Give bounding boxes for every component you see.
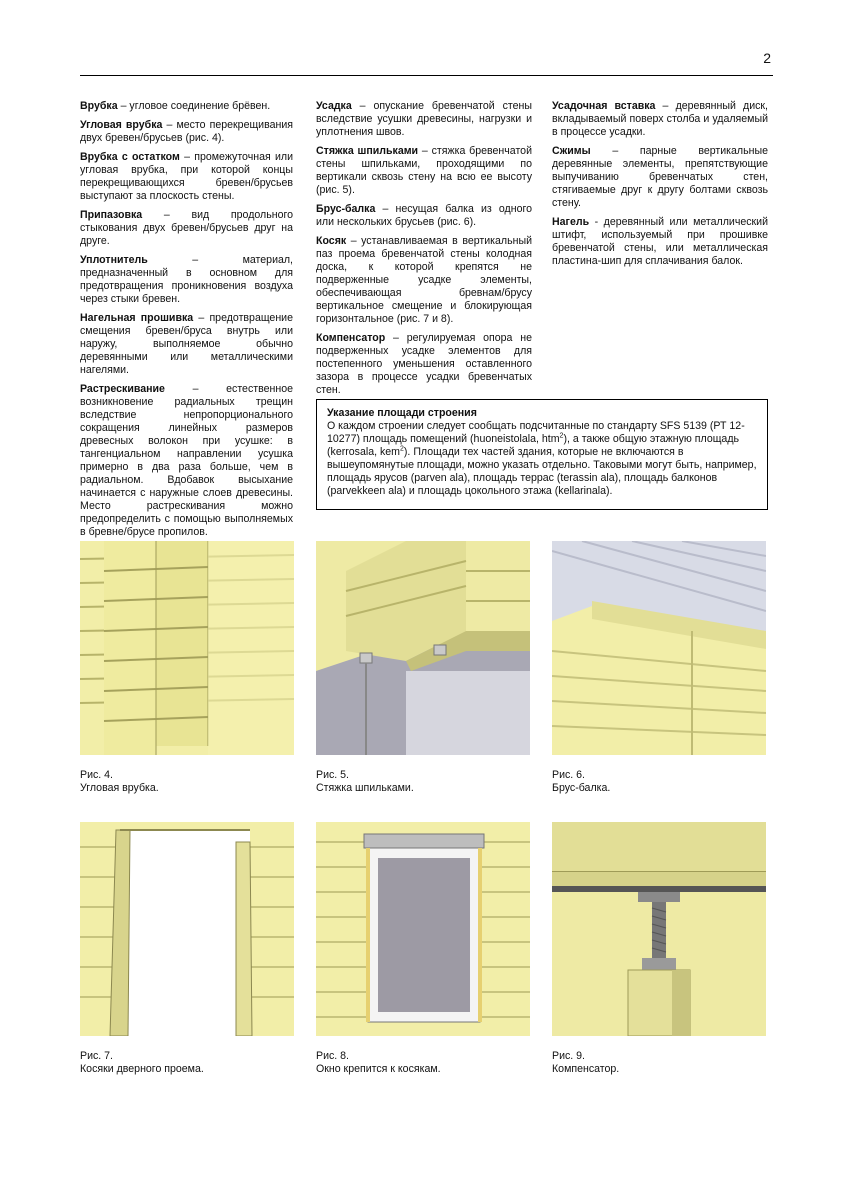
glossary-entry: Брус-балка – несущая балка из одного или нескольких брусьев (рис. 6). [316, 203, 532, 228]
figure-caption: Рис. 9. Компенсатор. [552, 1050, 620, 1075]
glossary-entry: Усадка – опускание бревенчатой стены вследствие усушки древесины, нагрузки и уплотнения швов. [316, 100, 532, 138]
notice-title: Указание площади строения [327, 407, 477, 419]
window-illustration [316, 822, 530, 1036]
glossary-column-1 [80, 100, 293, 545]
glossary-entry: Компенсатор – регулируемая опора не подверженных усадке элементов для постепенного уменьшения оставленного зазора в процессе усадки бревенчатых стен. [316, 332, 532, 396]
door-jamb-illustration [80, 822, 294, 1036]
page-number: 2 [763, 50, 771, 66]
notice-box [316, 399, 768, 510]
figure-caption: Рис. 8. Окно крепится к косякам. [316, 1050, 441, 1075]
glossary-entry: Растрескивание – естественное возникновение радиальных трещин вследствие непропорционального сокращения линейных размеров древесных волокон при усушке: в тангенциальном направлении усушка примерно в два раза больше, чем в радиальном. Вдобавок высыхание начинается с наружные слоев древесины. Место растрескивания можно предопределить с помощью выполняемых в бревне/брусе пропилов. [80, 383, 293, 538]
glossary-column-2 [316, 100, 532, 403]
glossary-entry: Уплотнитель – материал, предназначенный в основном для предотвращения проникновения воздуха через стыки бревен. [80, 254, 293, 305]
figure-caption: Рис. 6. Брус-балка. [552, 769, 611, 794]
glossary-entry: Угловая врубка – место перекрещивания двух бревен/брусьев (рис. 4). [80, 119, 294, 144]
figure-caption: Рис. 5. Стяжка шпильками. [316, 769, 414, 794]
glossary-entry: Врубка с остатком – промежуточная или угловая врубка, при которой концы перекрещивающихся бревен/брусьев выступают за плоскость стены. [80, 151, 293, 202]
glossary-column-3 [552, 100, 768, 274]
glossary-entry: Сжимы – парные вертикальные деревянные элементы, препятствующие выпучиванию бревенчатых стен, стягиваемые друг к другу болтами сквозь стену. [552, 145, 768, 209]
header-rule [80, 75, 773, 76]
compensator-illustration [552, 822, 766, 1036]
figure-caption: Рис. 7. Косяки дверного проема. [80, 1050, 204, 1075]
notice-text: О каждом строении следует сообщать подсчитанные по стандарту SFS 5139 (РТ 12-10277) площадь помещений (huoneistolala, htm$^2$), а также общую этажную площадь (kerrosala, kem$^2$). Площади тех частей здания, которые не включаются в вышеупомянутые площади, можно указать отдельно. Таковыми могут быть, например, площадь ярусов (parven ala), площадь террас (terassin ala), площадь балконов (parvekkeen ala) и площадь цокольного этажа (kellarinala). [327, 420, 757, 497]
figure-caption: Рис. 4. Угловая врубка. [80, 769, 159, 794]
glossary-entry: Припазовка – вид продольного стыкования двух бревен/брусьев друг на друге. [80, 209, 293, 247]
glossary-entry: Усадочная вставка – деревянный диск, вкладываемый поверх столба и удаляемый в процессе усадки. [552, 100, 768, 138]
glossary-entry: Врубка – угловое соединение брёвен. [80, 100, 271, 112]
glossary-entry: Нагель - деревянный или металлический штифт, используемый при прошивке бревенчатой стены, или металлическая пластина-шип для сплачивания балок. [552, 216, 768, 267]
glossary-entry: Нагельная прошивка – предотвращение смещения бревен/бруса внутрь или наружу, выполняемое обычно деревянными или металлическими нагелями. [80, 312, 293, 376]
beam-illustration [552, 541, 766, 755]
glossary-entry: Стяжка шпильками – стяжка бревенчатой стены шпильками, проходящими по вертикали сквозь стену на всю ее высоту (рис. 5). [316, 145, 532, 196]
glossary-entry: Косяк – устанавливаемая в вертикальный паз проема бревенчатой стены колодная доска, к которой крепятся не подверженные усадке элементы, обеспечивающая бревнам/брусу вертикальное смещение и блокирующая горизонтальное (рис. 7 и 8). [316, 235, 532, 325]
tie-rod-illustration [316, 541, 530, 755]
corner-notch-illustration [80, 541, 294, 755]
